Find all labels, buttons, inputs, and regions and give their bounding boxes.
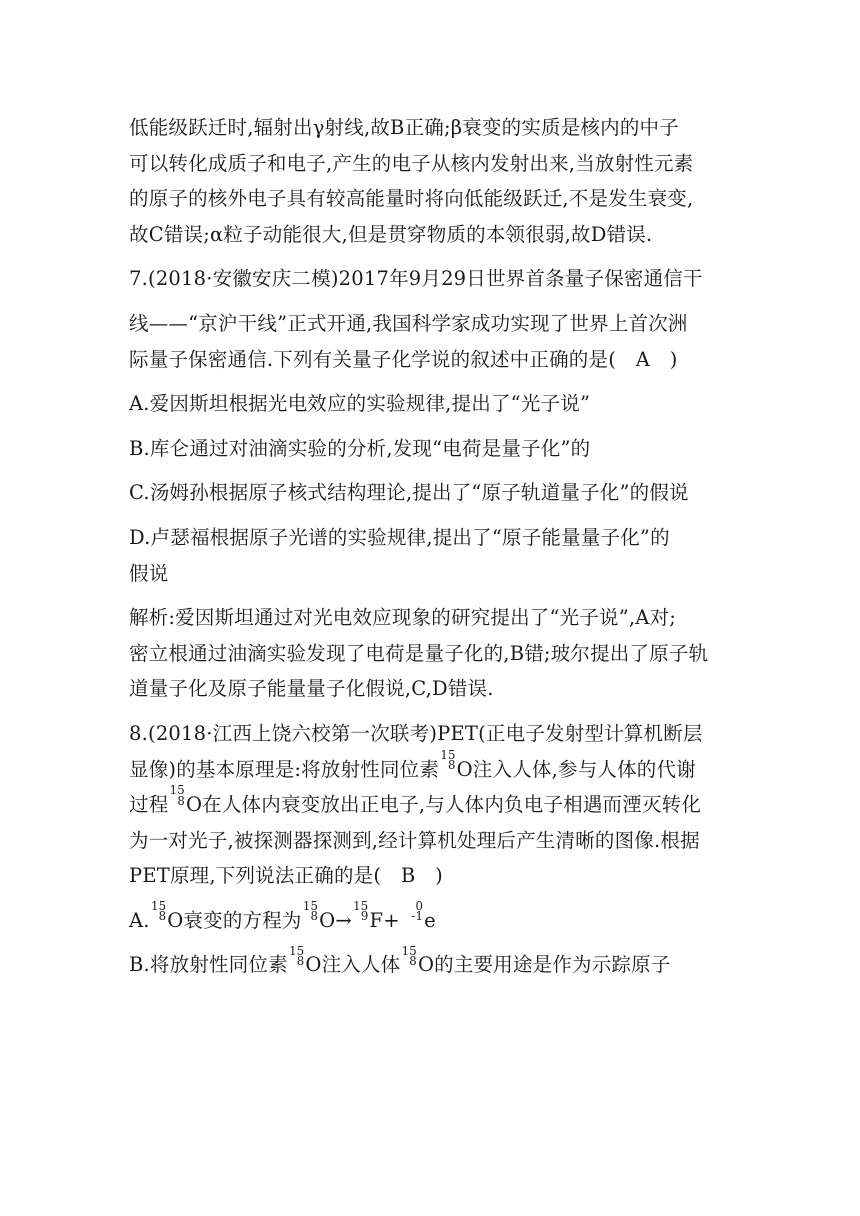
question-7-stem: 7.(2018·安徽安庆二模)2017年9月29日世界首条量子保密通信干 [129,267,703,291]
text-line: 际量子保密通信.下列有关量子化学说的叙述中正确的是( A ) [129,347,678,371]
option-a: A. 15 8 O衰变的方程为 15 8 O→ 15 9 F+ 0 -1 e [129,898,436,932]
analysis-line: 密立根通过油滴实验发现了电荷是量子化的,B错;玻尔提出了原子轨 [129,641,709,665]
nuclide-notation: 0 -1 [411,898,424,924]
document-page [129,110,739,983]
text-line: 低能级跃迁时,辐射出γ射线,故B正确;β衰变的实质是核内的中子 [129,116,679,139]
option-b: B.库仑通过对油滴实验的分析,发现“电荷是量子化”的 [129,436,591,460]
nuclide-notation: 15 8 [302,898,319,924]
option-b: B.将放射性同位素 15 8 O注入人体 15 8 O的主要用途是作为示踪原子 [129,943,671,977]
nuclide-notation: 15 8 [440,747,456,773]
option-c: C.汤姆孙根据原子核式结构理论,提出了“原子轨道量子化”的假说 [129,481,689,505]
text-line: 假说 [129,561,169,585]
text-line [129,747,739,788]
text-line: 线——“京沪干线”正式开通,我国科学家成功实现了世界上首次洲 [129,311,688,335]
text-segment: 显像)的基本原理是:将放射性同位素 [129,757,440,781]
text-line: 故C错误;α粒子动能很大,但是贯穿物质的本领很弱,故D错误. [129,222,653,246]
text-segment: O注入人体,参与人体的代谢 [456,757,696,781]
text-line [129,783,739,823]
text-line: 的原子的核外电子具有较高能量时将向低能级跃迁,不是发生衰变, [129,187,694,211]
text-line: PET原理,下列说法正确的是( B ) [129,864,443,888]
analysis-line: 解析:爱因斯坦通过对光电效应现象的研究提出了“光子说”,A对; [129,606,677,630]
text-segment: 过程 [129,793,169,817]
nuclide-notation: 15 8 [401,943,417,969]
option-a: A.爱因斯坦根据光电效应的实验规律,提出了“光子说” [129,392,591,416]
nuclide-notation: 15 8 [289,943,305,969]
nuclide-notation: 15 8 [169,783,185,808]
nuclide-notation: 15 9 [353,898,369,924]
option-d: D.卢瑟福根据原子光谱的实验规律,提出了“原子能量量子化”的 [129,525,670,549]
nuclide-notation: 15 8 [150,898,167,924]
text-line: 可以转化成质子和电子,产生的电子从核内发射出来,当放射性元素 [129,151,694,175]
text-segment: O在人体内衰变放出正电子,与人体内负电子相遇而湮灭转化 [185,793,702,817]
analysis-line: 道量子化及原子能量量子化假说,C,D错误. [129,677,494,701]
text-line: 为一对光子,被探测器探测到,经计算机处理后产生清晰的图像.根据 [129,828,700,852]
question-8-stem: 8.(2018·江西上饶六校第一次联考)PET(正电子发射型计算机断层 [129,721,703,745]
